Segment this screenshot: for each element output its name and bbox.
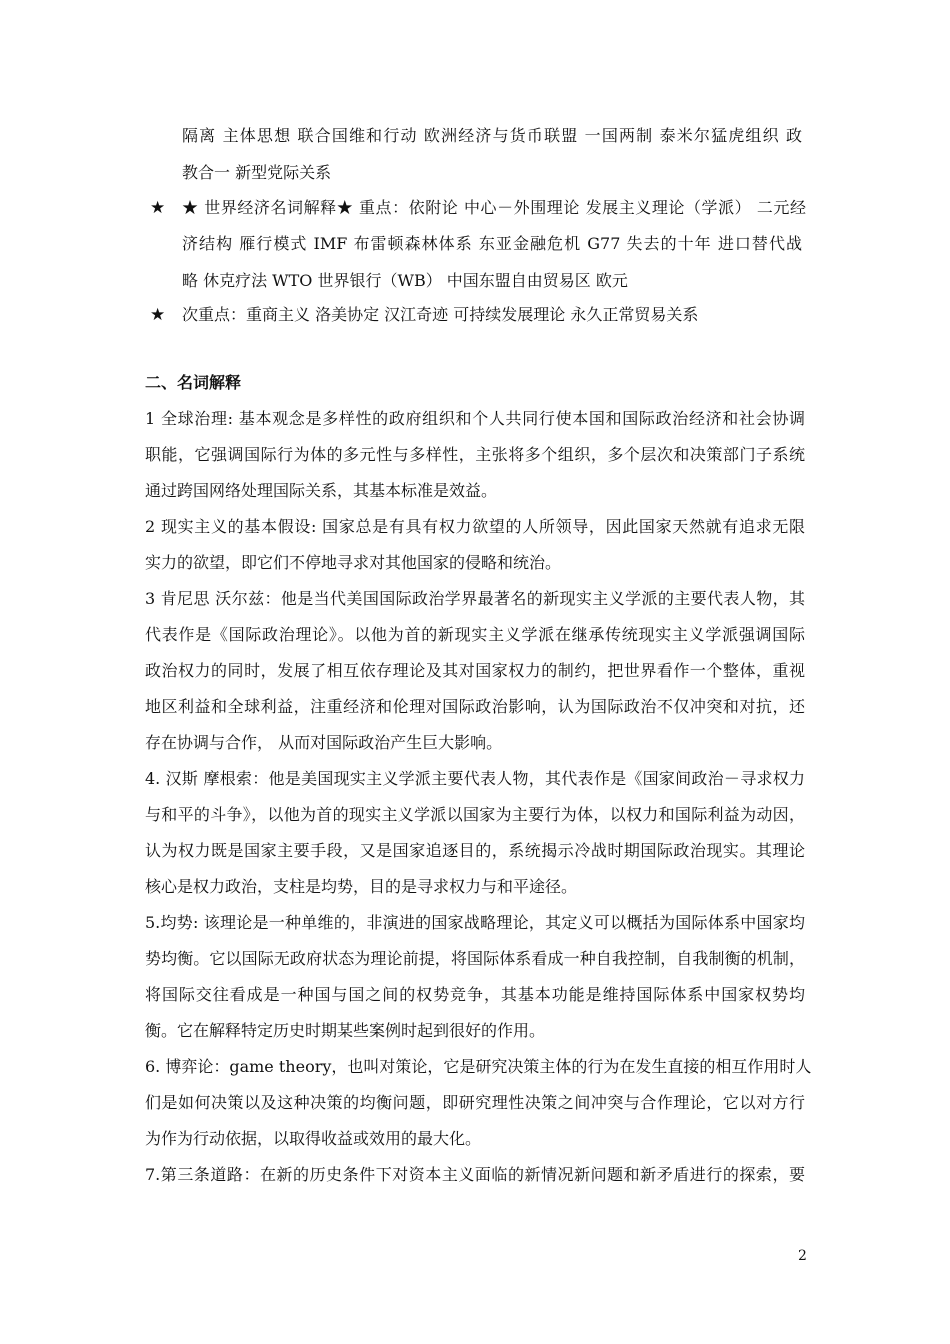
para-1-line-2: 职能，它强调国际行为体的多元性与多样性，主张将多个组织，多个层次和决策部门子系统 [145,445,805,464]
para-3-line-3: 政治权力的同时，发展了相互依存理论及其对国家权力的制约，把世界看作一个整体，重视 [145,661,805,680]
para-2-line-2: 实力的欲望，即它们不停地寻求对其他国家的侵略和统治。 [145,553,562,572]
para-5-line-1: 5.均势: 该理论是一种单维的，非演进的国家战略理论，其定义可以概括为国际体系中国家均 [145,913,805,932]
para-4-line-1: 4. 汉斯 摩根索：他是美国现实主义学派主要代表人物，其代表作是《国家间政治－寻求权力 [145,769,805,788]
bullet-1-line-1: ★ 世界经济名词解释★ 重点：依附论 中心－外围理论 发展主义理论（学派） 二元经 [182,198,806,217]
para-6-line-1: 6. 博弈论：game theory，也叫对策论，它是研究决策主体的行为在发生直接的相互作用时人 [145,1057,812,1076]
para-4-line-3: 认为权力既是国家主要手段，又是国家追逐目的，系统揭示冷战时期国际政治现实。其理论 [145,841,805,860]
para-5-line-4: 衡。它在解释特定历史时期某些案例时起到很好的作用。 [145,1021,546,1040]
para-3-line-5: 存在协调与合作， 从而对国际政治产生巨大影响。 [145,733,503,752]
bullet-1-line-3: 略 休克疗法 WTO 世界银行（WB） 中国东盟自由贸易区 欧元 [182,271,628,290]
para-3-line-2: 代表作是《国际政治理论》。以他为首的新现实主义学派在继承传统现实主义学派强调国际 [145,625,805,644]
para-1-line-3: 通过跨国网络处理国际关系，其基本标准是效益。 [145,481,498,500]
para-6-line-2: 们是如何决策以及这种决策的均衡问题，即研究理性决策之间冲突与合作理论，它以对方行 [145,1093,805,1112]
para-7-line-1: 7.第三条道路：在新的历史条件下对资本主义面临的新情况新问题和新矛盾进行的探索，要 [145,1165,805,1184]
para-2-line-1: 2 现实主义的基本假设: 国家总是有具有权力欲望的人所领导，因此国家天然就有追求无限 [145,517,805,536]
top-line-2: 教合一 新型党际关系 [182,163,332,182]
para-3-line-1: 3 肯尼思 沃尔兹：他是当代美国国际政治学界最著名的新现实主义学派的主要代表人物，其 [145,589,805,608]
star-bullet-icon: ★ [150,198,166,218]
top-line-1: 隔离 主体思想 联合国维和行动 欧洲经济与货币联盟 一国两制 泰米尔猛虎组织 政 [182,126,802,145]
para-4-line-4: 核心是权力政治，支柱是均势，目的是寻求权力与和平途径。 [145,877,578,896]
para-4-line-2: 与和平的斗争》，以他为首的现实主义学派以国家为主要行为体，以权力和国际利益为动因， [145,805,805,824]
bullet-2-line: 次重点：重商主义 洛美协定 汉江奇迹 可持续发展理论 永久正常贸易关系 [182,305,699,324]
para-1-line-1: 1 全球治理: 基本观念是多样性的政府组织和个人共同行使本国和国际政治经济和社会协调 [145,409,805,428]
para-5-line-2: 势均衡。它以国际无政府状态为理论前提，将国际体系看成一种自我控制，自我制衡的机制， [145,949,805,968]
para-3-line-4: 地区利益和全球利益，注重经济和伦理对国际政治影响，认为国际政治不仅冲突和对抗，还 [145,697,805,716]
star-bullet-icon: ★ [150,305,166,325]
section-heading: 二、名词解释 [145,373,242,392]
page-number: 2 [798,1248,807,1264]
para-6-line-3: 为作为行动依据，以取得收益或效用的最大化。 [145,1129,482,1148]
bullet-1-line-2: 济结构 雁行模式 IMF 布雷顿森林体系 东亚金融危机 G77 失去的十年 进口替代战 [182,234,802,253]
para-5-line-3: 将国际交往看成是一种国与国之间的权势竞争，其基本功能是维持国际体系中国家权势均 [145,985,805,1004]
